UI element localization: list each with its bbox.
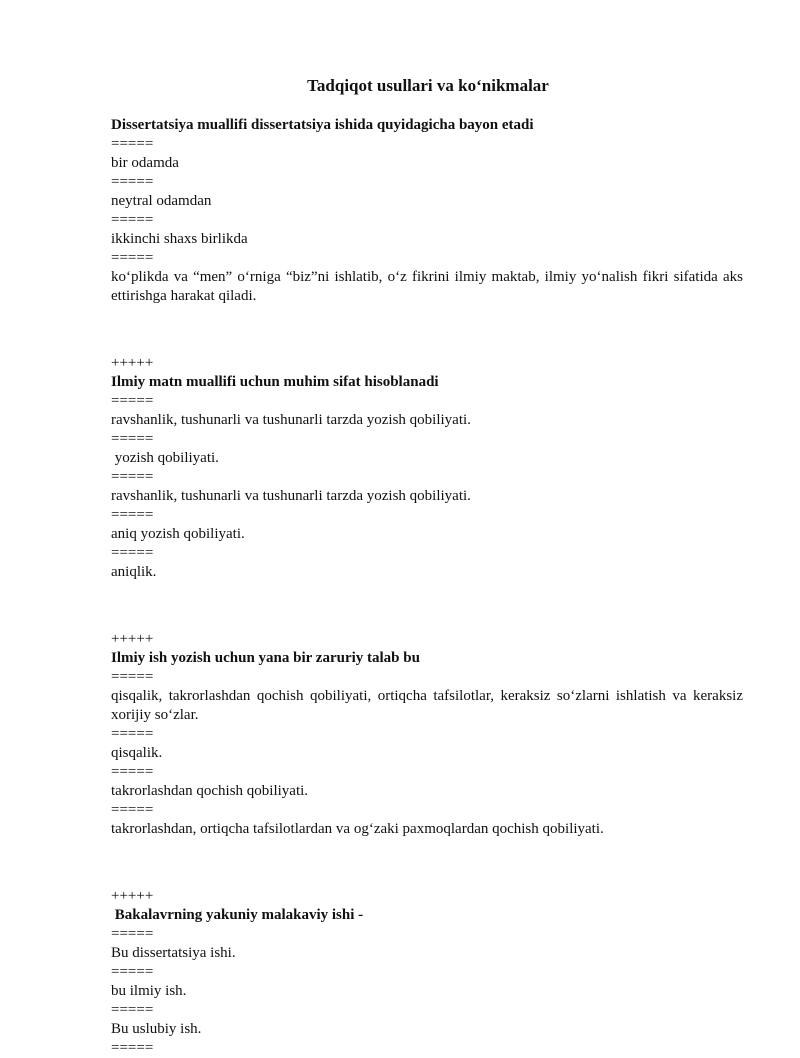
answer-option: aniq yozish qobiliyati.: [111, 526, 245, 542]
separator-marker: =====: [111, 431, 154, 447]
separator-marker: =====: [111, 1002, 154, 1018]
question-text: Ilmiy ish yozish uchun yana bir zaruriy talab bu: [111, 650, 420, 666]
separator-marker: =====: [111, 174, 154, 190]
answer-option: bir odamda: [111, 155, 179, 171]
answer-option: aniqlik.: [111, 564, 157, 580]
question-text: Dissertatsiya muallifi dissertatsiya ishida quyidagicha bayon etadi: [111, 117, 534, 133]
paragraph-spacer: [111, 321, 743, 339]
answer-option: ikkinchi shaxs birlikda: [111, 231, 248, 247]
separator-marker: =====: [111, 507, 154, 523]
separator-marker: =====: [111, 250, 154, 266]
separator-marker: +++++: [111, 355, 154, 371]
answer-option: neytral odamdan: [111, 193, 212, 209]
answer-option: qisqalik.: [111, 745, 163, 761]
separator-marker: =====: [111, 393, 154, 409]
separator-marker: =====: [111, 926, 154, 942]
separator-marker: =====: [111, 136, 154, 152]
answer-option: Bu dissertatsiya ishi.: [111, 945, 236, 961]
separator-marker: =====: [111, 469, 154, 485]
paragraph-spacer: [111, 597, 743, 615]
answer-option: Bu uslubiy ish.: [111, 1021, 202, 1037]
separator-marker: =====: [111, 726, 154, 742]
separator-marker: =====: [111, 212, 154, 228]
separator-marker: =====: [111, 802, 154, 818]
separator-marker: +++++: [111, 888, 154, 904]
separator-marker: =====: [111, 964, 154, 980]
answer-option: ravshanlik, tushunarli va tushunarli tarzda yozish qobiliyati.: [111, 412, 471, 428]
answer-option: bu ilmiy ish.: [111, 983, 187, 999]
question-text: Bakalavrning yakuniy malakaviy ishi -: [111, 907, 364, 923]
question-text: Ilmiy matn muallifi uchun muhim sifat hisoblanadi: [111, 374, 439, 390]
answer-option: qisqalik, takrorlashdan qochish qobiliyati, ortiqcha tafsilotlar, keraksiz so‘zlarni ishlatish va keraksiz xorijiy so‘zlar.: [111, 688, 747, 723]
paragraph-spacer: [111, 854, 743, 872]
separator-marker: +++++: [111, 631, 154, 647]
answer-option: ko‘plikda va “men” o‘rniga “biz”ni ishlatib, o‘z fikrini ilmiy maktab, ilmiy yo‘nalish fikri sifatida aks ettirishga harakat qiladi.: [111, 269, 747, 304]
separator-marker: =====: [111, 764, 154, 780]
separator-marker: =====: [111, 545, 154, 561]
document-body: [111, 116, 747, 1058]
answer-option: takrorlashdan, ortiqcha tafsilotlardan va og‘zaki paxmoqlardan qochish qobiliyati.: [111, 821, 604, 837]
answer-option: yozish qobiliyati.: [111, 450, 219, 466]
separator-marker: =====: [111, 1040, 154, 1056]
separator-marker: =====: [111, 669, 154, 685]
answer-option: takrorlashdan qochish qobiliyati.: [111, 783, 309, 799]
document-title: Tadqiqot usullari va ko‘nikmalar: [307, 76, 549, 95]
answer-option: ravshanlik, tushunarli va tushunarli tarzda yozish qobiliyati.: [111, 488, 471, 504]
